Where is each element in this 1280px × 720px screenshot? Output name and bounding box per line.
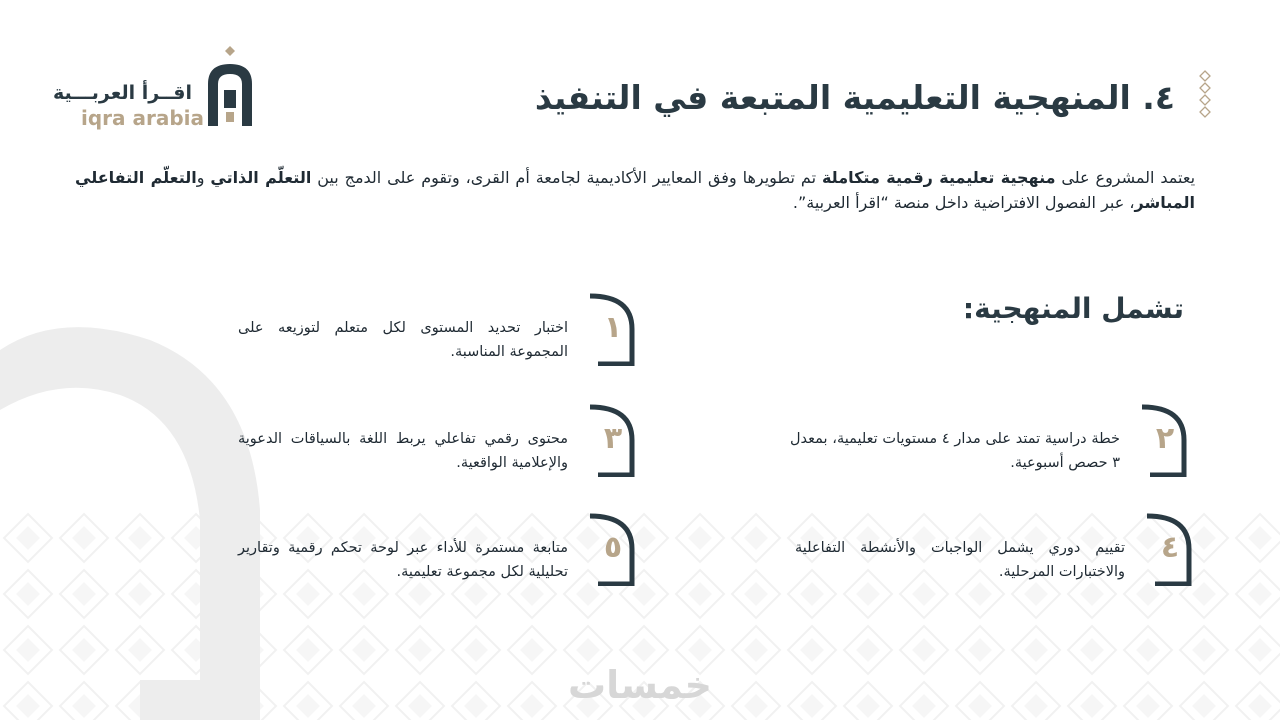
watermark-logo: خمسات bbox=[568, 663, 712, 707]
item-text: خطة دراسية تمتد على مدار ٤ مستويات تعليمية، بمعدل ٣ حصص أسبوعية. bbox=[790, 431, 1120, 471]
item-number: ٣ bbox=[603, 421, 623, 456]
item-number: ٢ bbox=[1155, 421, 1175, 456]
intro-bold-3: التعلّم التفاعلي المباشر bbox=[75, 168, 1195, 212]
intro-text-3: و bbox=[196, 168, 211, 187]
item-text: متابعة مستمرة للأداء عبر لوحة تحكم رقمية وتقارير تحليلية لكل مجموعة تعليمية. bbox=[238, 540, 568, 580]
item-text: تقييم دوري يشمل الواجبات والأنشطة التفاعلية والاختبارات المرحلية. bbox=[795, 540, 1125, 580]
logo-english-name: iqra arabia bbox=[81, 106, 205, 130]
intro-bold-2: التعلّم الذاتي bbox=[210, 168, 312, 187]
title-decoration-icon bbox=[1198, 70, 1212, 120]
item-number: ١ bbox=[603, 310, 623, 345]
intro-bold-1: منهجية تعليمية رقمية متكاملة bbox=[821, 168, 1056, 187]
list-item-1 bbox=[238, 292, 638, 372]
section-heading: تشمل المنهجية: bbox=[962, 292, 1184, 325]
logo-mark-icon bbox=[202, 44, 258, 130]
item-text: اختبار تحديد المستوى لكل متعلم لتوزيعه على المجموعة المناسبة. bbox=[238, 320, 568, 360]
intro-text-4: ، عبر الفصول الافتراضية داخل منصة “اقرأ العربية”. bbox=[792, 193, 1135, 212]
list-item-2 bbox=[790, 403, 1190, 483]
header bbox=[475, 62, 1175, 132]
intro-paragraph bbox=[75, 165, 1195, 215]
item-text: محتوى رقمي تفاعلي يربط اللغة بالسياقات الدعوية والإعلامية الواقعية. bbox=[238, 431, 568, 471]
list-item-4 bbox=[795, 512, 1195, 592]
list-item-5 bbox=[238, 512, 638, 592]
brand-logo bbox=[53, 44, 258, 130]
page-title: ٤. المنهجية التعليمية المتبعة في التنفيذ bbox=[534, 77, 1175, 117]
intro-text-2: تم تطويرها وفق المعايير الأكاديمية لجامعة أم القرى، وتقوم على الدمج بين bbox=[311, 168, 822, 187]
logo-arabic-name: اقــرأ العربـــية bbox=[53, 82, 192, 104]
list-item-3 bbox=[238, 403, 638, 483]
intro-text-1: يعتمد المشروع على bbox=[1055, 168, 1196, 187]
item-number: ٤ bbox=[1160, 530, 1180, 565]
item-number: ٥ bbox=[603, 530, 623, 565]
